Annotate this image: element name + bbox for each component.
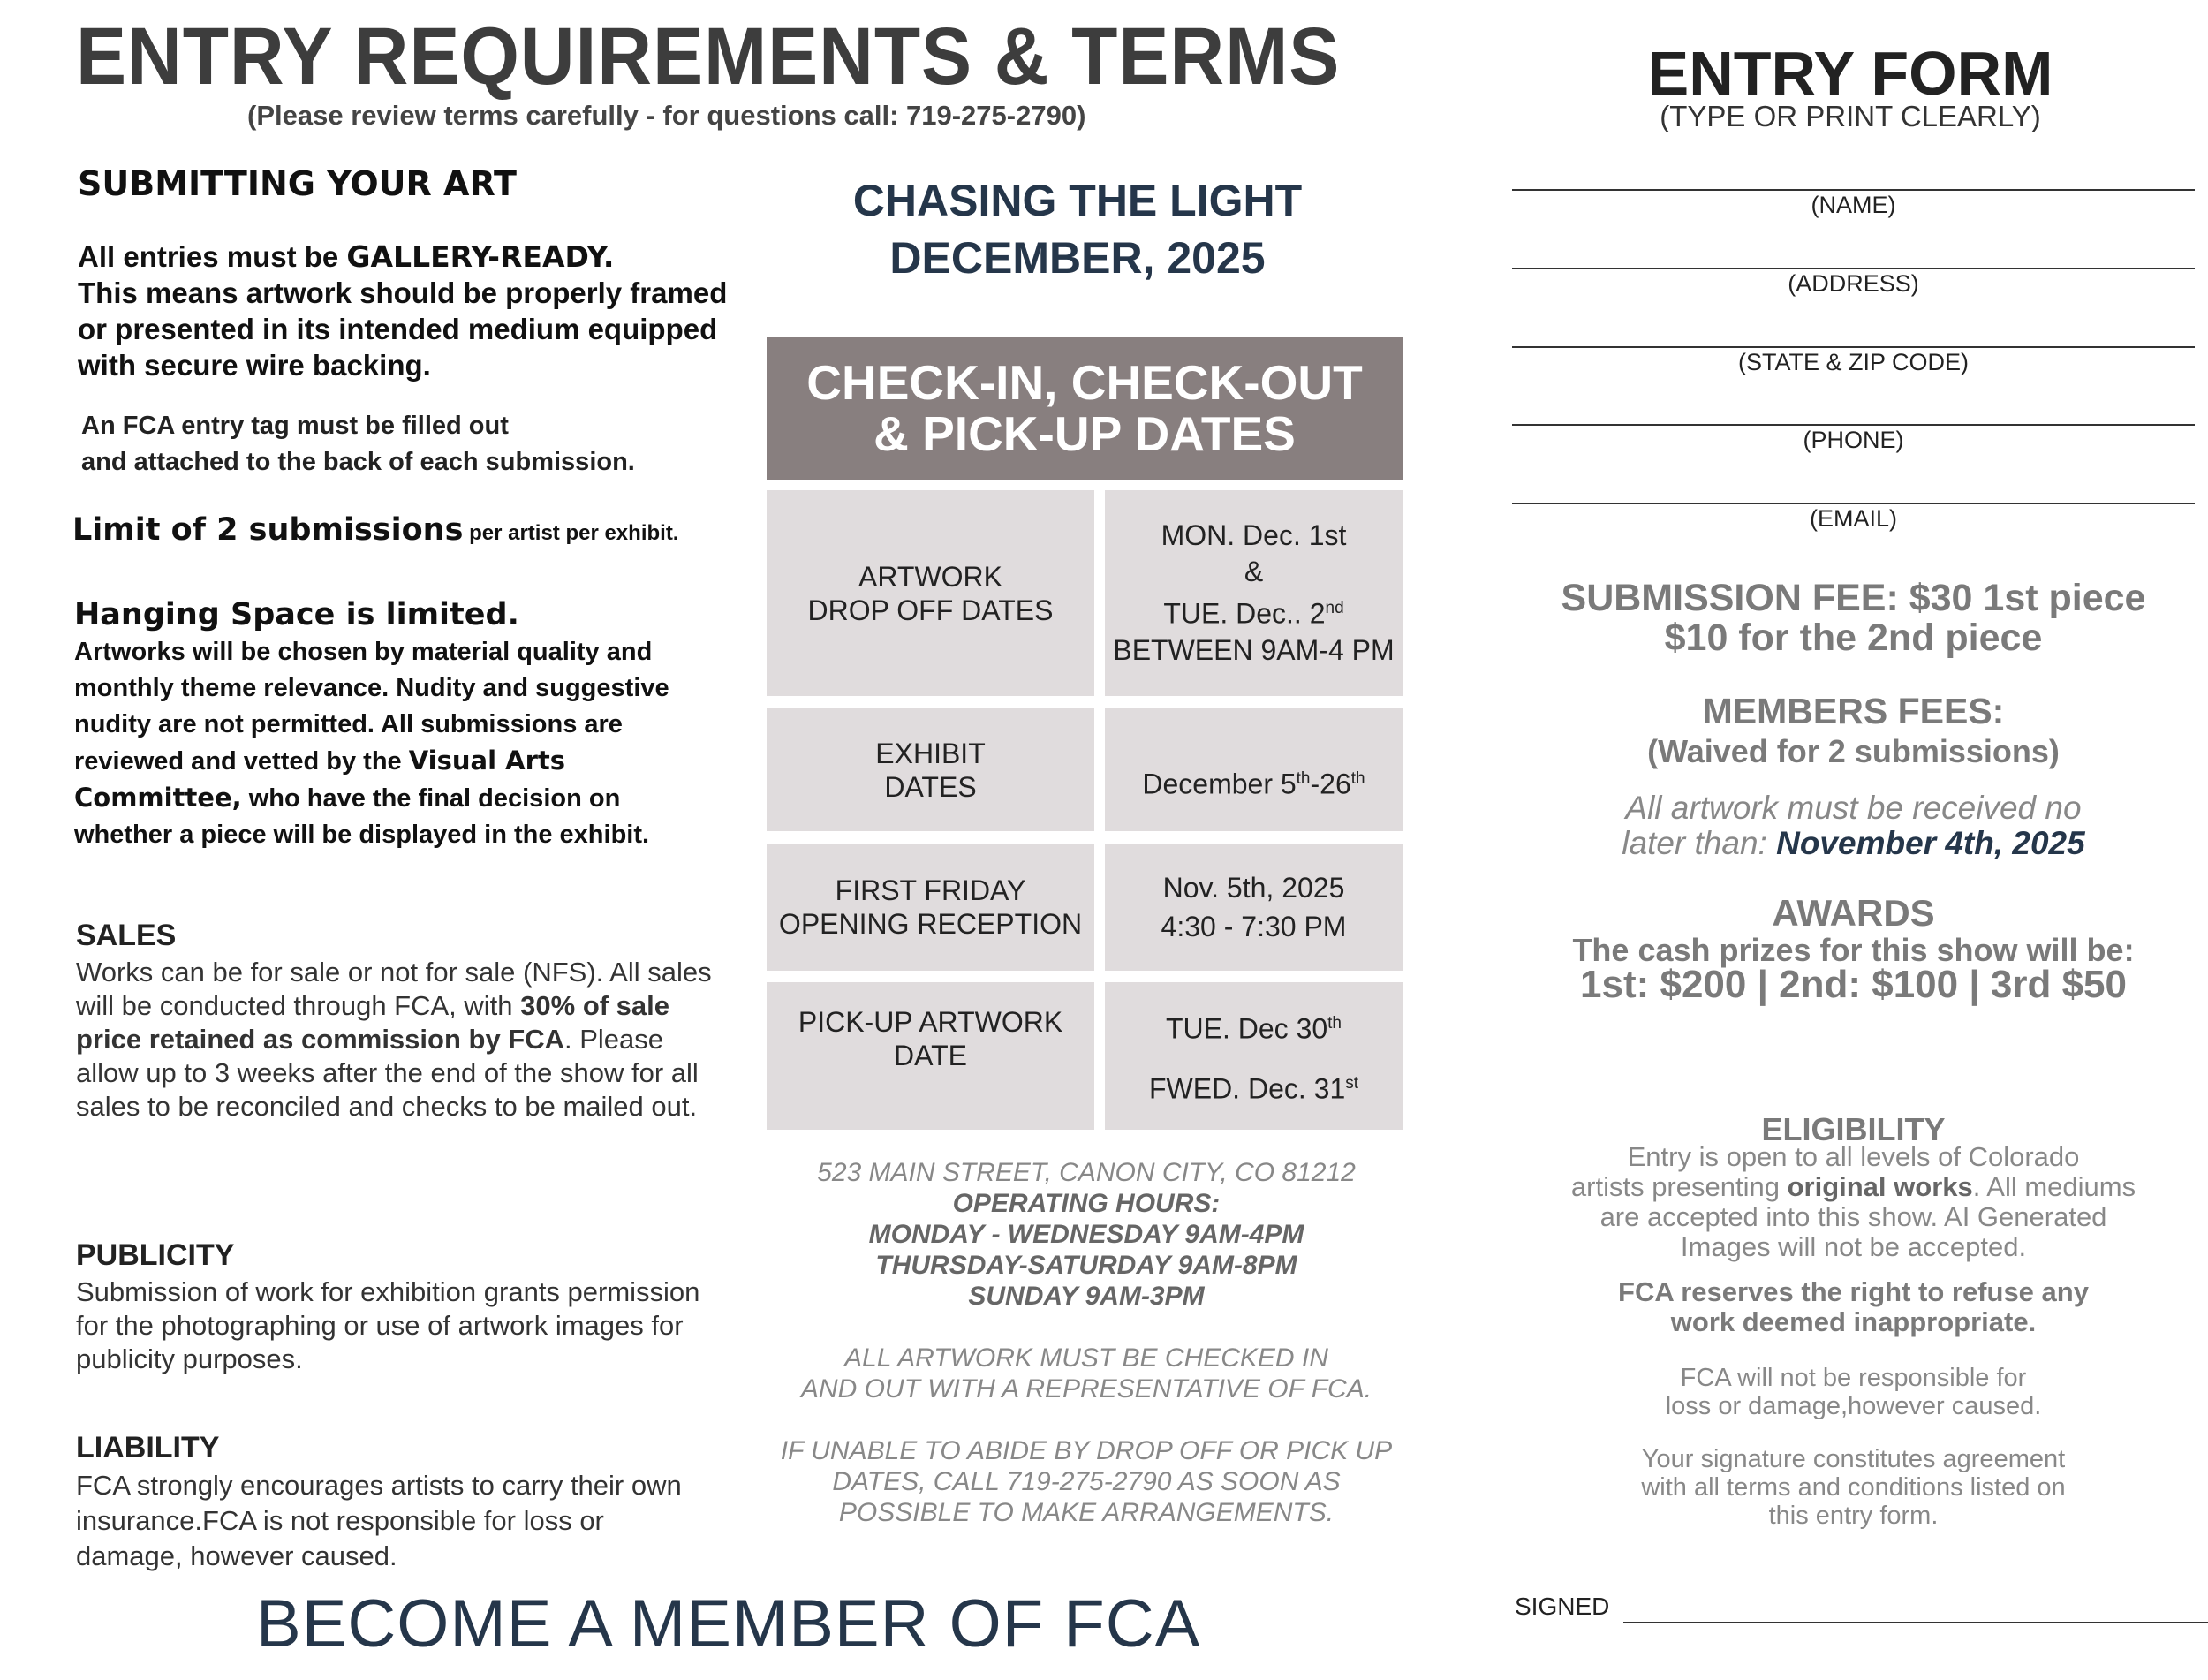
exhibit-vb: -26 (1310, 768, 1351, 800)
pickup-label-1: PICK-UP ARTWORK (798, 1005, 1063, 1038)
entry-form-title: ENTRY FORM (1647, 39, 2053, 108)
reserve-line-1: FCA reserves the right to refuse any (1618, 1276, 2089, 1307)
members-fees-heading: MEMBERS FEES: (1702, 691, 2005, 731)
hang-post: who have the final decision on whether a piece will be displayed in the exhibit. (74, 784, 650, 849)
address-block (768, 1157, 1404, 1312)
address-field-label: (ADDRESS) (1788, 270, 1919, 297)
row-dropoff-value (1105, 490, 1403, 696)
agreement-text (1512, 1445, 2195, 1530)
limit-text (72, 512, 678, 548)
email-field-line[interactable] (1512, 503, 2195, 504)
deadline-text (1512, 791, 2195, 861)
dropoff-value-4: BETWEEN 9AM-4 PM (1113, 633, 1395, 666)
hours-line-2: THURSDAY-SATURDAY 9AM-8PM (875, 1251, 1297, 1280)
tag-line-2: and attached to the back of each submission. (81, 448, 635, 476)
fee-line-2: $10 for the 2nd piece (1664, 617, 2043, 659)
checkin-note (768, 1343, 1404, 1404)
checkin-banner (767, 337, 1403, 480)
page-title: ENTRY REQUIREMENTS & TERMS (76, 11, 1341, 102)
row-exhibit-label (767, 708, 1094, 831)
show-name: CHASING THE LIGHT (852, 176, 1303, 225)
submitting-heading: SUBMITTING YOUR ART (78, 164, 517, 203)
elig-l2-pre: artists presenting (1570, 1171, 1788, 1202)
gallery-rest: This means artwork should be properly framed or presented in its intended medium equipped with secure wire backing. (78, 276, 728, 382)
pickup-v2-sup: st (1345, 1073, 1359, 1093)
hanging-space-heading: Hanging Space is limited. (74, 597, 519, 632)
reception-value-2: 4:30 - 7:30 PM (1161, 911, 1347, 942)
show-date: DECEMBER, 2025 (889, 233, 1266, 283)
gallery-pre: All entries must be (78, 240, 347, 273)
elig-line-1: Entry is open to all levels of Colorado (1627, 1141, 2080, 1172)
note1-line-2: AND OUT WITH A REPRESENTATIVE OF FCA. (800, 1374, 1372, 1404)
dropoff-label-2: DROP OFF DATES (807, 594, 1054, 626)
row-exhibit-value (1105, 708, 1403, 831)
eligibility-heading: ELIGIBILITY (1761, 1111, 1946, 1147)
agree-line-3: this entry form. (1768, 1502, 1939, 1530)
publicity-text: Submission of work for exhibition grants permission for the photographing or use of artwork images for publicity purposes. (76, 1276, 700, 1374)
members-waived: (Waived for 2 submissions) (1647, 733, 2060, 769)
row-reception-value (1105, 844, 1403, 971)
sales-bold: 30% of sale price retained as commission by FCA (76, 990, 670, 1055)
tag-line-1: An FCA entry tag must be filled out (81, 412, 509, 440)
reserve-right-text (1512, 1277, 2195, 1337)
exhibit-label-1: EXHIBIT (875, 737, 986, 769)
dropoff-value-3a: TUE. Dec.. 2 (1163, 597, 1326, 630)
name-field-line[interactable] (1512, 189, 2195, 191)
reserve-line-2: work deemed inappropriate. (1670, 1306, 2037, 1337)
pickup-v2a: FWED. Dec. 31 (1148, 1072, 1346, 1105)
show-title (768, 172, 1387, 287)
page-subtitle: (Please review terms carefully - for questions call: 719-275-2790) (247, 100, 1086, 131)
hanging-space-text (74, 634, 692, 853)
hang-pre: Artworks will be chosen by material quality and monthly theme relevance. Nudity and suggestive nudity are not permitted. All submissions are reviewed and vetted by the (74, 638, 669, 776)
banner-line-2: & PICK-UP DATES (873, 406, 1296, 461)
entry-tag-text (81, 408, 752, 481)
fee-line-1: SUBMISSION FEE: $30 1st piece (1561, 577, 2146, 619)
phone-field-label: (PHONE) (1803, 427, 1904, 453)
responsibility-text (1512, 1364, 2195, 1420)
pickup-label-2: DATE (894, 1039, 967, 1071)
note1-line-1: ALL ARTWORK MUST BE CHECKED IN (844, 1343, 1328, 1373)
state-zip-field-line[interactable] (1512, 346, 2195, 348)
name-field-label: (NAME) (1811, 192, 1896, 218)
awards-prizes: 1st: $200 | 2nd: $100 | 3rd $50 (1580, 963, 2127, 1006)
dropoff-value-3 (1163, 590, 1343, 632)
pickup-value-1 (1166, 996, 1342, 1056)
elig-line-4: Images will not be accepted. (1680, 1231, 2027, 1262)
pickup-value-2 (1149, 1056, 1358, 1116)
phone-field-line[interactable] (1512, 424, 2195, 426)
sales-text (76, 956, 712, 1124)
publicity-heading: PUBLICITY (76, 1238, 235, 1272)
awards-subtitle: The cash prizes for this show will be: (1572, 932, 2135, 968)
sales-pre: Works can be for sale or not for sale (NFS). All sales will be conducted through FCA, with (76, 957, 712, 1021)
elig-line-3: are accepted into this show. AI Generated (1599, 1201, 2107, 1232)
deadline-date: November 4th, 2025 (1776, 825, 2085, 861)
limit-bold: Limit of 2 submissions (72, 512, 464, 548)
email-field-label: (EMAIL) (1809, 505, 1897, 532)
elig-l2-bold: original works (1787, 1171, 1973, 1202)
exhibit-va: December 5 (1142, 768, 1297, 800)
pickup-v1a: TUE. Dec 30 (1165, 1012, 1328, 1045)
signature-line[interactable] (1623, 1622, 2208, 1623)
liability-text: FCA strongly encourages artists to carry their own insurance.FCA is not responsible for loss or damage, however caused. (76, 1470, 682, 1571)
agree-line-2: with all terms and conditions listed on (1641, 1473, 2066, 1502)
hang-bold: Visual Arts Committee, (74, 745, 565, 813)
row-reception-label (767, 844, 1094, 971)
sales-post: . Please allow up to 3 weeks after the end of the show for all sales to be reconciled and checks to be mailed out. (76, 1024, 699, 1122)
reception-label-1: FIRST FRIDAY (835, 874, 1026, 906)
resp-line-2: loss or damage,however caused. (1665, 1392, 2042, 1420)
liability-heading: LIABILITY (76, 1431, 220, 1464)
resp-line-1: FCA will not be responsible for (1680, 1364, 2027, 1392)
address-field-line[interactable] (1512, 268, 2195, 269)
dropoff-value-2: & (1244, 556, 1264, 588)
gallery-bold: GALLERY-READY. (346, 239, 615, 274)
note2-line-1: IF UNABLE TO ABIDE BY DROP OFF OR PICK UP (780, 1436, 1393, 1465)
elig-l2-post: . All mediums (1972, 1171, 2136, 1202)
arrangements-note (768, 1435, 1404, 1528)
exhibit-va-sup: th (1296, 768, 1311, 788)
awards-heading: AWARDS (1772, 892, 1935, 934)
hours-line-1: MONDAY - WEDNESDAY 9AM-4PM (868, 1220, 1304, 1249)
hours-heading: OPERATING HOURS: (952, 1189, 1221, 1218)
agree-line-1: Your signature constitutes agreement (1641, 1445, 2066, 1473)
row-dropoff-label (767, 490, 1094, 696)
banner-line-1: CHECK-IN, CHECK-OUT (806, 355, 1363, 410)
gallery-ready-text (78, 238, 749, 383)
hours-line-3: SUNDAY 9AM-3PM (968, 1282, 1205, 1311)
note2-line-3: POSSIBLE TO MAKE ARRANGEMENTS. (838, 1498, 1335, 1527)
eligibility-text (1512, 1142, 2195, 1262)
note2-line-2: DATES, CALL 719-275-2790 AS SOON AS (832, 1467, 1341, 1496)
reception-label-2: OPENING RECEPTION (778, 908, 1083, 940)
dropoff-value-1: MON. Dec. 1st (1161, 519, 1347, 552)
entry-form-subtitle: (TYPE OR PRINT CLEARLY) (1660, 100, 2041, 132)
limit-small: per artist per exhibit. (463, 521, 679, 545)
deadline-line-1: All artwork must be received no (1625, 790, 2082, 826)
row-pickup-label (767, 982, 1094, 1130)
deadline-pre: later than: (1622, 825, 1777, 861)
exhibit-label-2: DATES (884, 770, 977, 803)
dropoff-value-3-sup: nd (1325, 599, 1344, 618)
exhibit-value (1142, 762, 1365, 801)
dropoff-label-1: ARTWORK (858, 560, 1002, 593)
state-zip-field-label: (STATE & ZIP CODE) (1737, 349, 1970, 375)
submission-fee (1512, 579, 2195, 658)
address-line: 523 MAIN STREET, CANON CITY, CO 81212 (817, 1158, 1356, 1187)
pickup-v1-sup: th (1327, 1013, 1342, 1033)
signed-label: SIGNED (1515, 1593, 1610, 1620)
become-member-text: BECOME A MEMBER OF FCA (256, 1586, 1201, 1661)
sales-heading: SALES (76, 919, 177, 952)
row-pickup-value (1105, 982, 1403, 1130)
reception-value-1: Nov. 5th, 2025 (1162, 872, 1345, 904)
exhibit-vb-sup: th (1350, 768, 1365, 788)
